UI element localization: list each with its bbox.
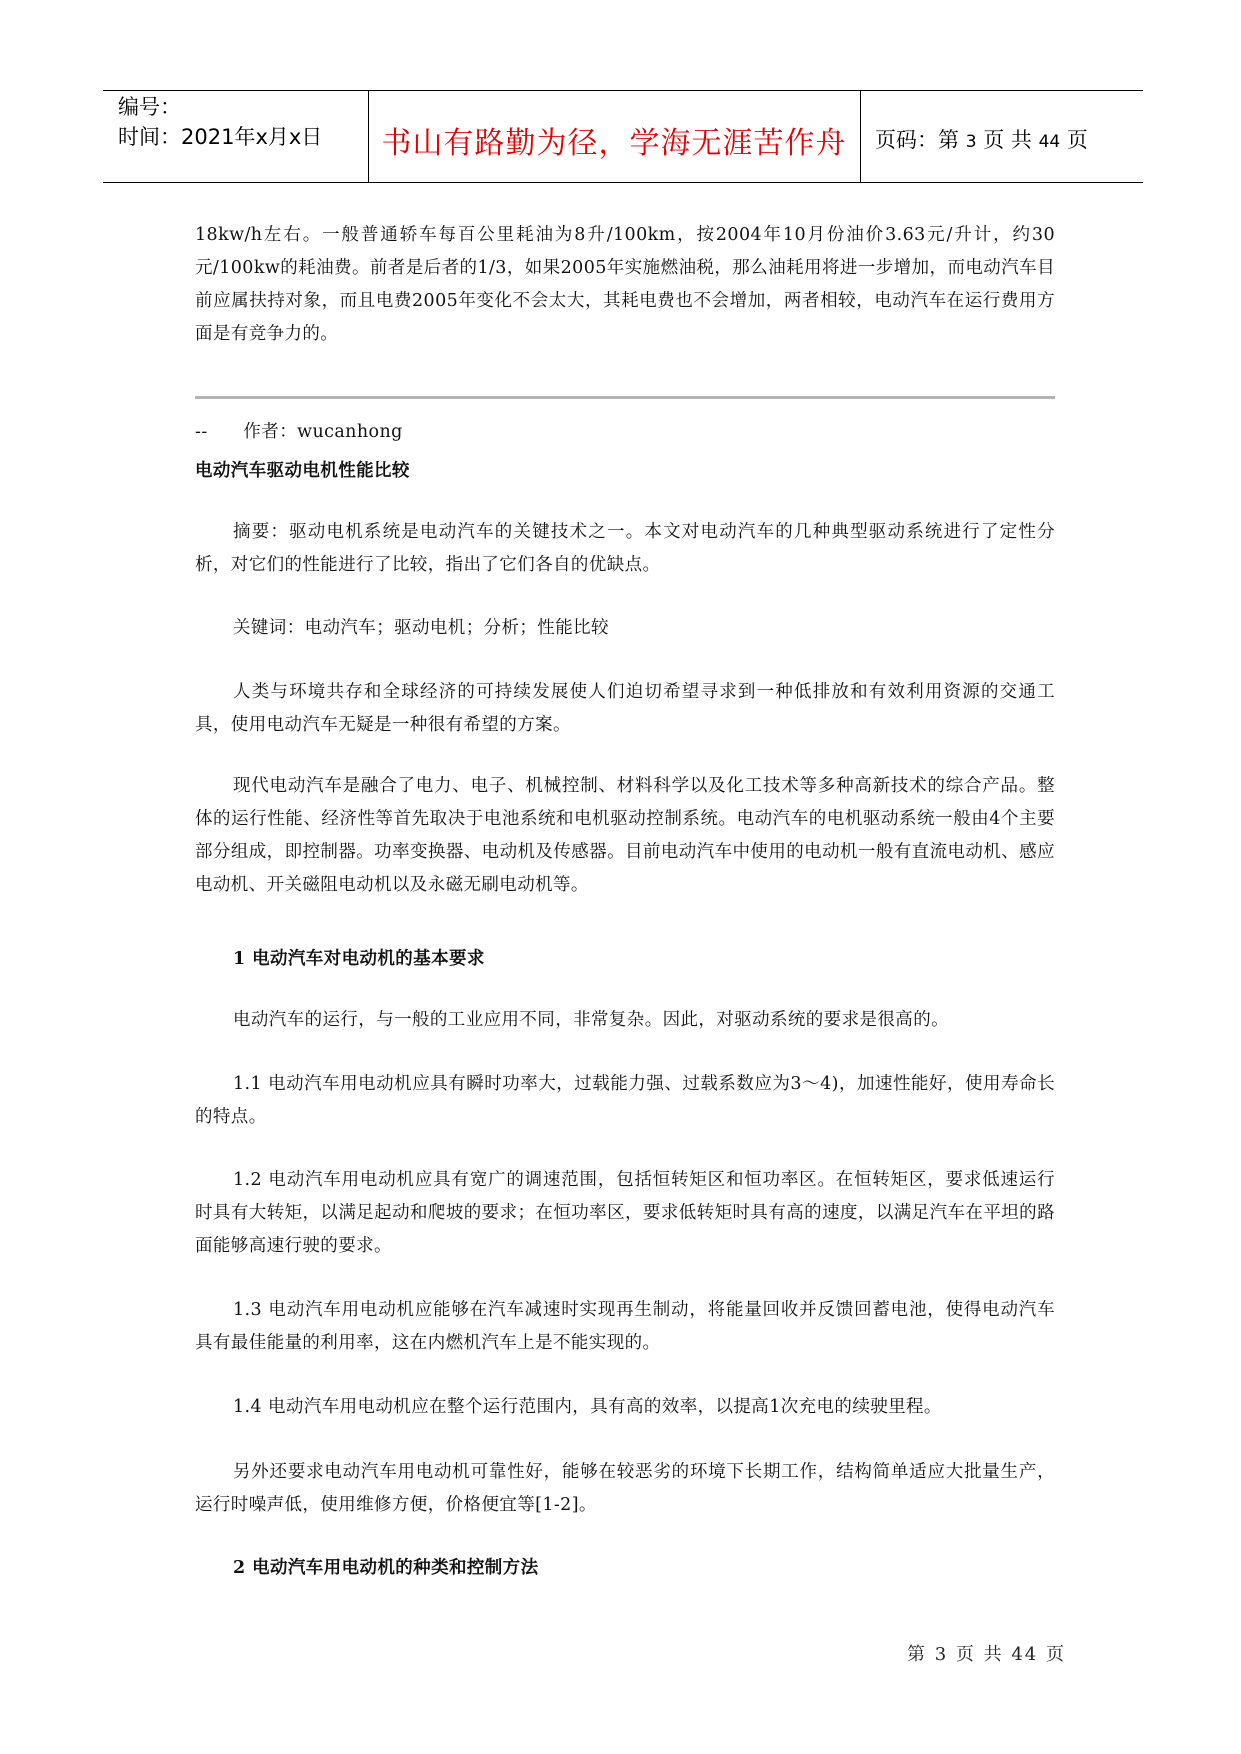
author-line: -- 作者：wucanhong <box>195 422 403 442</box>
author-block <box>195 416 1055 449</box>
list-item: 1.3 电动汽车用电动机应能够在汽车减速时实现再生制动，将能量回收并反馈回蓄电池，使得电动汽车具有最佳能量的利用率，这在内燃机汽车上是不能实现的。 <box>195 1300 1055 1353</box>
para-2-block <box>195 770 1055 902</box>
section-divider <box>195 396 1055 399</box>
body-paragraph: 人类与环境共存和全球经济的可持续发展使人们迫切希望寻求到一种低排放和有效利用资源的交通工具，使用电动汽车无疑是一种很有希望的方案。 <box>195 682 1055 735</box>
article-title: 电动汽车驱动电机性能比较 <box>195 461 410 481</box>
para-other-block <box>195 1456 1055 1522</box>
body-paragraph: 电动汽车的运行，与一般的工业应用不同，非常复杂。因此，对驱动系统的要求是很高的。 <box>233 1010 949 1030</box>
list-item: 1.1 电动汽车用电动机应具有瞬时功率大，过载能力强、过载系数应为3～4)，加速性能好，使用寿命长的特点。 <box>195 1074 1055 1127</box>
abstract-block <box>195 516 1055 582</box>
section-1-title: 1 电动汽车对电动机的基本要求 <box>233 949 485 969</box>
title-block <box>195 455 1055 488</box>
page-total: 44 <box>1038 132 1061 152</box>
section-2-title: 2 电动汽车用电动机的种类和控制方法 <box>233 1558 539 1578</box>
list-item: 1.2 电动汽车用电动机应具有宽广的调速范围，包括恒转矩区和恒功率区。在恒转矩区，要求低速运行时具有大转矩，以满足起动和爬坡的要求；在恒功率区，要求低转矩时具有高的速度，以满足汽车在平坦的路面能够高速行驶的要求。 <box>195 1170 1055 1256</box>
section-1-heading-block <box>195 943 1055 976</box>
page-prefix: 页码：第 <box>875 128 959 152</box>
header-page-number <box>875 124 1088 154</box>
section-1-intro-block <box>195 1004 1055 1037</box>
item-1-2-block <box>195 1164 1055 1263</box>
serial-label: 编号： <box>118 95 181 119</box>
para-1-block <box>195 676 1055 742</box>
page-current: 3 <box>965 132 977 152</box>
intro-block <box>195 219 1055 351</box>
body-paragraph: 现代电动汽车是融合了电力、电子、机械控制、材料科学以及化工技术等多种高新技术的综合产品。整体的运行性能、经济性等首先取决于电池系统和电机驱动控制系统。电动汽车的电机驱动系统一般由4个主要部分组成，即控制器。功率变换器、电动机及传感器。目前电动汽车中使用的电动机一般有直流电动机、感应电动机、开关磁阻电动机以及永磁无刷电动机等。 <box>195 776 1055 895</box>
header-top-rule <box>103 90 1143 91</box>
section-2-heading-block <box>195 1552 1055 1585</box>
item-1-1-block <box>195 1068 1055 1134</box>
keywords-block <box>195 612 1055 645</box>
page-middle: 页 共 <box>983 128 1032 152</box>
body-paragraph: 另外还要求电动汽车用电动机可靠性好，能够在较恶劣的环境下长期工作，结构简单适应大批量生产，运行时噪声低，使用维修方便，价格便宜等[1-2]。 <box>195 1462 1055 1515</box>
time-label: 时间：2021年x月x日 <box>118 125 323 149</box>
header-meta <box>118 92 322 152</box>
intro-paragraph: 18kw/h左右。一般普通轿车每百公里耗油为8升/100km，按2004年10月份油价3.63元/升计，约30元/100kw的耗油费。前者是后者的1/3，如果2005年实施燃油税，那么油耗用将进一步增加，而电动汽车目前应属扶持对象，而且电费2005年变化不会太大，其耗电费也不会增加，两者相较，电动汽车在运行费用方面是有竞争力的。 <box>195 225 1055 344</box>
header-divider-right <box>860 90 861 183</box>
page-footer: 第 3 页 共 44 页 <box>907 1644 1066 1665</box>
header-motto: 书山有路勤为径，学海无涯苦作舟 <box>381 126 847 161</box>
header-bottom-rule <box>103 182 1143 183</box>
page-suffix: 页 <box>1066 128 1088 152</box>
list-item: 1.4 电动汽车用电动机应在整个运行范围内，具有高的效率，以提高1次充电的续驶里程。 <box>233 1397 942 1417</box>
abstract-paragraph: 摘要：驱动电机系统是电动汽车的关键技术之一。本文对电动汽车的几种典型驱动系统进行了定性分析，对它们的性能进行了比较，指出了它们各自的优缺点。 <box>195 522 1055 575</box>
item-1-3-block <box>195 1294 1055 1360</box>
keywords-paragraph: 关键词：电动汽车；驱动电机；分析；性能比较 <box>233 618 609 638</box>
item-1-4-block <box>195 1391 1055 1424</box>
